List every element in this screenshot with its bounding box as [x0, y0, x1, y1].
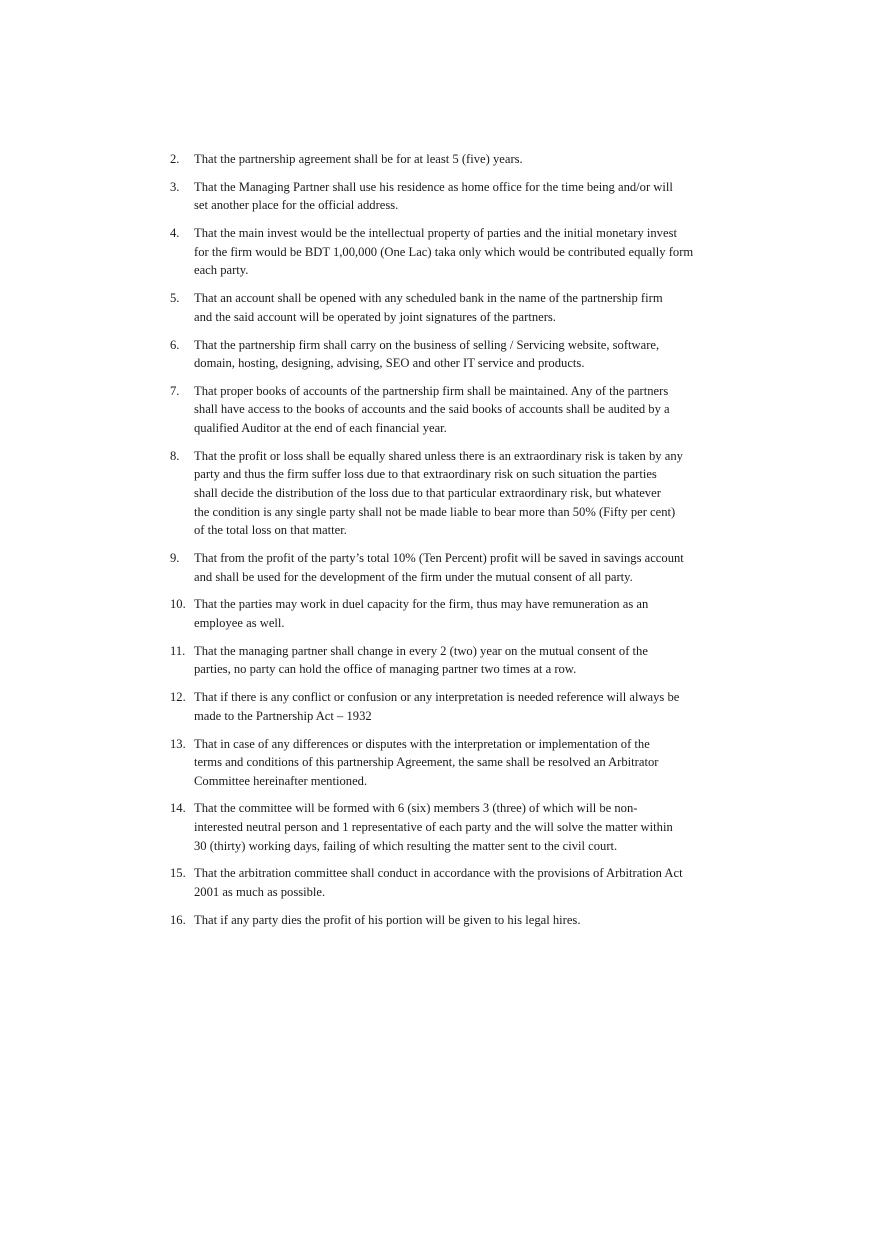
- clause-item: [170, 447, 745, 540]
- clause-number: 6.: [170, 337, 180, 352]
- clause-number: 2.: [170, 152, 180, 166]
- clause-number: 9.: [170, 551, 180, 565]
- clause-number: 11.: [170, 643, 186, 658]
- clause-number: 16.: [170, 912, 186, 927]
- clause-item: [170, 178, 745, 215]
- clause-number: 5.: [170, 291, 180, 306]
- clause-number: 15.: [170, 866, 186, 881]
- clause-number: 12.: [170, 690, 186, 705]
- clause-list: [170, 150, 745, 939]
- clause-item: [170, 911, 745, 930]
- clause-text: That in case of any differences or disputes with the interpretation or implementation of the terms and conditions of this partnership Agreement, the same shall be resolved an Arbitrator Committee hereinafter mentioned.: [194, 736, 659, 788]
- clause-text: That the arbitration committee shall conduct in accordance with the provisions of Arbitration Act 2001 as much as possible.: [194, 866, 683, 900]
- clause-text: That the Managing Partner shall use his residence as home office for the time being and/or will set another place for the official address.: [194, 179, 673, 213]
- clause-number: 13.: [170, 736, 186, 751]
- clause-number: 4.: [170, 226, 180, 241]
- clause-text: That the profit or loss shall be equally shared unless there is an extraordinary risk is taken by any party and thus the firm suffer loss due to that extraordinary risk on such situation the parties shall decide the distribution of the loss due to that particular extraordinary risk, but whatever the condition is any single party shall not be made liable to bear more than 50% (Fifty per cent) of the total loss on that matter.: [194, 448, 683, 538]
- clause-number: 8.: [170, 448, 180, 463]
- clause-number: 14.: [170, 801, 186, 816]
- clause-number: 7.: [170, 383, 180, 398]
- clause-item: [170, 289, 745, 326]
- clause-text: That the partnership firm shall carry on the business of selling / Servicing website, software, domain, hosting, designing, advising, SEO and other IT service and products.: [194, 337, 660, 371]
- clause-item: [170, 336, 745, 373]
- clause-item: [170, 549, 745, 586]
- clause-text: That if there is any conflict or confusion or any interpretation is needed reference will always be made to the Partnership Act – 1932: [194, 690, 680, 723]
- clause-item: [170, 799, 745, 855]
- clause-number: 10.: [170, 597, 186, 612]
- clause-item: [170, 150, 745, 169]
- clause-item: [170, 688, 745, 725]
- clause-text: That the partnership agreement shall be for at least 5 (five) years.: [194, 152, 523, 166]
- clause-text: That the main invest would be the intellectual property of parties and the initial monetary invest for the firm would be BDT 1,00,000 (One Lac) taka only which would be contributed equally form each party.: [194, 226, 694, 278]
- clause-text: That the parties may work in duel capacity for the firm, thus may have remuneration as an employee as well.: [194, 597, 649, 630]
- clause-item: [170, 224, 745, 280]
- clause-text: That if any party dies the profit of his portion will be given to his legal hires.: [194, 912, 581, 927]
- clause-text: That the committee will be formed with 6 (six) members 3 (three) of which will be non- interested neutral person and 1 representative of each party and the will solve the matter within 30 (thirty) working days, failing of which resulting the matter sent to the civil court.: [194, 801, 673, 853]
- clause-number: 3.: [170, 179, 180, 194]
- clause-item: [170, 382, 745, 438]
- clause-text: That proper books of accounts of the partnership firm shall be maintained. Any of the partners shall have access to the books of accounts and the said books of accounts shall be audited by a qualified Auditor at the end of each financial year.: [194, 383, 670, 436]
- clause-item: [170, 642, 745, 679]
- clause-item: [170, 595, 745, 632]
- clause-text: That from the profit of the party’s total 10% (Ten Percent) profit will be saved in savings account and shall be used for the development of the firm under the mutual consent of all party.: [194, 551, 684, 584]
- clause-text: That an account shall be opened with any scheduled bank in the name of the partnership firm and the said account will be operated by joint signatures of the partners.: [194, 291, 663, 324]
- clause-item: [170, 735, 745, 791]
- clause-item: [170, 864, 745, 901]
- clause-text: That the managing partner shall change in every 2 (two) year on the mutual consent of the parties, no party can hold the office of managing partner two times at a row.: [194, 643, 648, 677]
